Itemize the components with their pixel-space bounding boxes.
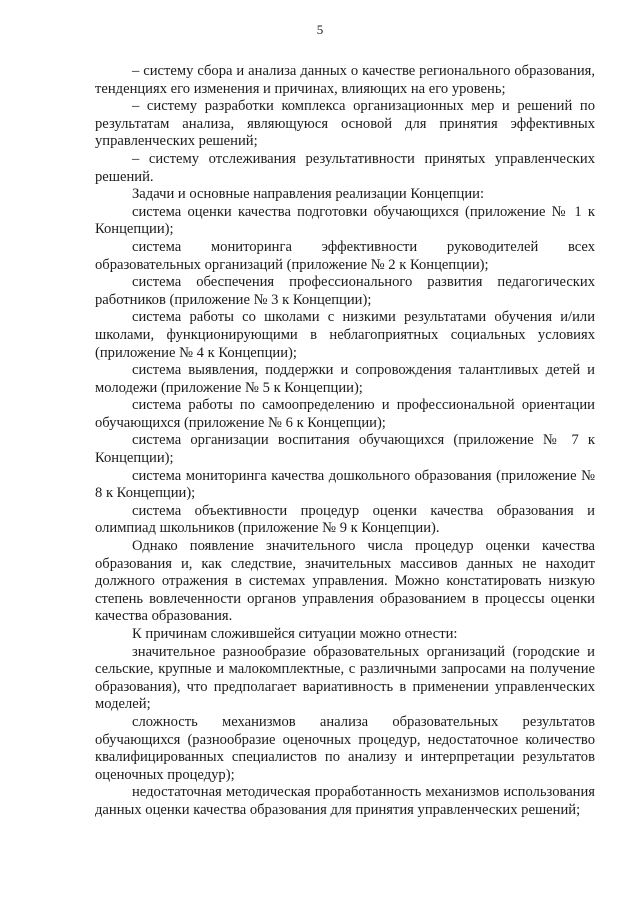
task-item-9: система объективности процедур оценки качества образования и олимпиад школьников (приложение № 9 к Концепции). (95, 502, 595, 537)
section-heading-reasons: К причинам сложившейся ситуации можно отнести: (132, 626, 458, 642)
task-item-5: система выявления, поддержки и сопровождения талантливых детей и молодежи (приложение № 5 к Концепции); (95, 362, 595, 396)
paragraph-problem-statement: Однако появление значительного числа процедур оценки качества образования и, как следствие, значительных массивов данных не находит должного отражения в системах управления. Можно констатировать низкую степень вовлеченности органов управления образованием в процессы оценки качества образования. (95, 538, 595, 625)
section-heading-tasks: Задачи и основные направления реализации Концепции: (132, 186, 485, 203)
task-item-4: система работы со школами с низкими результатами обучения и/или школами, функционирующими в неблагоприятных социальных условиях (приложение № 4 к Концепции); (95, 309, 595, 361)
page-number: 5 (316, 22, 324, 37)
reason-item-1: значительное разнообразие образовательных организаций (городские и сельские, крупные и малокомплектные, с различными запросами на получение образования), что предполагает вариативность в применении управленческих моделей; (95, 643, 595, 713)
list-item-data-collection: – систему сбора и анализа данных о качестве регионального образования, тенденциях его изменения и причинах, влияющих на его уровень; (95, 63, 595, 97)
reason-item-3: недостаточная методическая проработанность механизмов использования данных оценки качества образования для принятия управленческих решений; (95, 784, 595, 818)
reason-item-2: сложность механизмов анализа образовательных результатов обучающихся (разнообразие оценочных процедур, недостаточное количество квалифицированных специалистов по анализу и интерпретации результатов оценочных процедур); (95, 713, 595, 783)
task-item-1: система оценки качества подготовки обучающихся (приложение № 1 к Концепции); (95, 203, 595, 238)
list-item-results-tracking: – систему отслеживания результативности принятых управленческих решений. (95, 150, 595, 185)
task-item-3: система обеспечения профессионального развития педагогических работников (приложение № 3 к Концепции); (95, 274, 595, 308)
task-item-2: система мониторинга эффективности руководителей всех образовательных организаций (приложение № 2 к Концепции); (95, 238, 595, 273)
task-item-7: система организации воспитания обучающихся (приложение № 7 к Концепции); (95, 432, 595, 467)
task-item-8: система мониторинга качества дошкольного образования (приложение № 8 к Концепции); (95, 467, 595, 502)
list-item-measures-development: – систему разработки комплекса организационных мер и решений по результатам анализа, являющуюся основой для принятия эффективных управленческих решений; (95, 98, 595, 150)
document-body (95, 63, 595, 820)
task-item-6: система работы по самоопределению и профессиональной ориентации обучающихся (приложение № 6 к Концепции); (95, 397, 595, 431)
